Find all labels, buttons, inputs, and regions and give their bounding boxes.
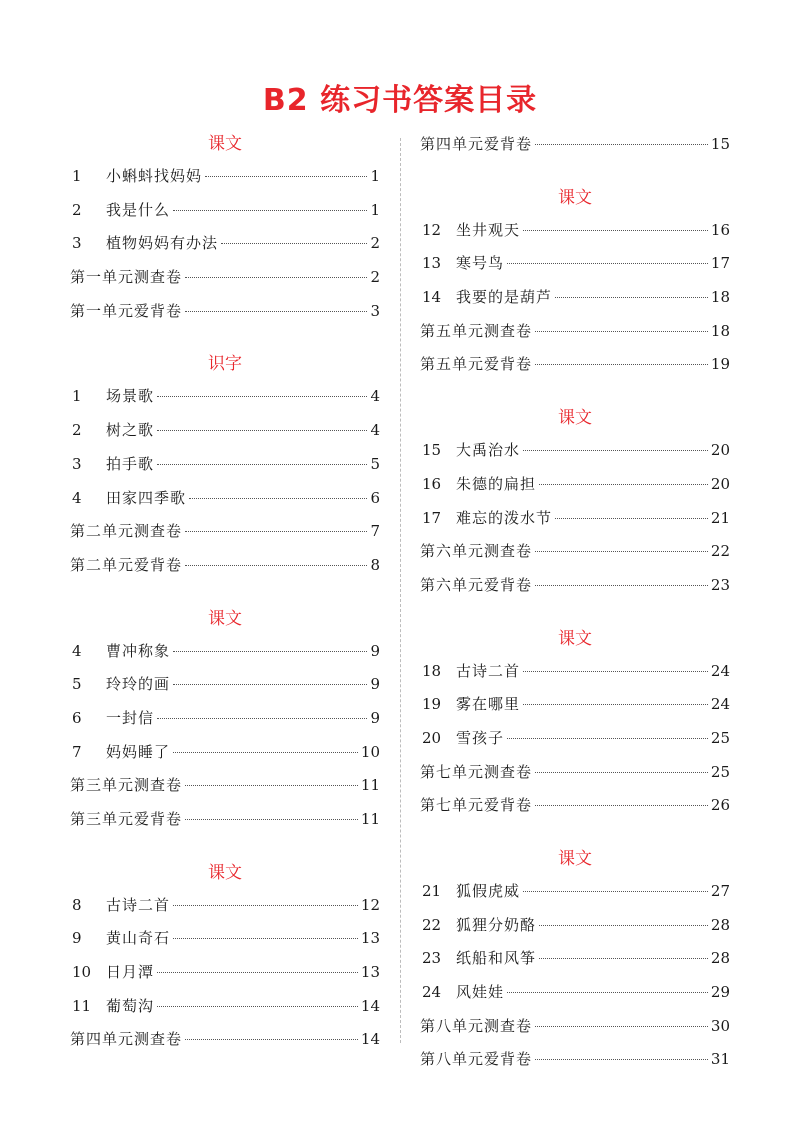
column-divider bbox=[400, 138, 401, 1043]
dot-leader bbox=[555, 518, 708, 519]
toc-section bbox=[70, 128, 380, 328]
toc-entry-lesson[interactable] bbox=[420, 468, 730, 502]
entry-title: 我是什么 bbox=[106, 200, 171, 219]
page-number: 30 bbox=[710, 1016, 730, 1035]
page-number: 9 bbox=[370, 675, 380, 694]
dot-leader bbox=[173, 210, 367, 211]
entry-title: 坐井观天 bbox=[456, 220, 521, 239]
page-number: 24 bbox=[710, 661, 730, 680]
entry-title: 小蝌蚪找妈妈 bbox=[106, 167, 203, 185]
toc-entry-lesson[interactable] bbox=[420, 688, 730, 722]
page-number: 2 bbox=[370, 234, 380, 253]
dot-leader bbox=[523, 704, 708, 705]
page-number: 1 bbox=[370, 200, 380, 219]
toc-entry-lesson[interactable] bbox=[70, 990, 380, 1024]
entry-title: 狐狸分奶酪 bbox=[456, 915, 537, 934]
page-number: 26 bbox=[710, 796, 730, 815]
toc-section bbox=[420, 162, 730, 382]
toc-entry-lesson[interactable] bbox=[70, 956, 380, 990]
toc-entry-unit[interactable] bbox=[70, 803, 380, 837]
toc-entry-lesson[interactable] bbox=[70, 227, 380, 261]
toc-entry-lesson[interactable] bbox=[70, 736, 380, 770]
entry-title: 第二单元爱背卷 bbox=[70, 555, 183, 574]
page-number: 9 bbox=[370, 708, 380, 727]
entry-title: 朱德的扁担 bbox=[456, 474, 537, 493]
entry-number: 1 bbox=[72, 387, 82, 406]
toc-section bbox=[70, 328, 380, 582]
toc-entry-lesson[interactable] bbox=[420, 909, 730, 943]
dot-leader bbox=[157, 1006, 358, 1007]
entry-title: 葡萄沟 bbox=[106, 996, 155, 1015]
section-heading: 课文 bbox=[558, 849, 592, 869]
dot-leader bbox=[157, 464, 367, 465]
entry-title: 风娃娃 bbox=[456, 983, 505, 1002]
entry-title: 第八单元测查卷 bbox=[420, 1016, 533, 1035]
toc-entry-lesson[interactable] bbox=[70, 380, 380, 414]
section-heading: 课文 bbox=[558, 187, 592, 208]
toc-entry-lesson[interactable] bbox=[420, 502, 730, 536]
dot-leader bbox=[157, 396, 367, 397]
toc-entry-lesson[interactable] bbox=[420, 976, 730, 1010]
dot-leader bbox=[173, 651, 367, 652]
page-number: 13 bbox=[360, 963, 380, 982]
entry-number: 24 bbox=[422, 983, 442, 1002]
dot-leader bbox=[173, 752, 358, 753]
toc-section bbox=[420, 603, 730, 823]
page-number: 3 bbox=[370, 301, 380, 320]
entry-number: 1 bbox=[72, 167, 82, 185]
page-number: 15 bbox=[710, 135, 730, 153]
page-number: 20 bbox=[710, 441, 730, 460]
page-number: 12 bbox=[360, 895, 380, 914]
dot-leader bbox=[507, 992, 708, 993]
entry-title: 第八单元爱背卷 bbox=[420, 1050, 533, 1069]
dot-leader bbox=[535, 772, 708, 773]
page-number: 28 bbox=[710, 949, 730, 968]
page-number: 11 bbox=[360, 810, 380, 828]
dot-leader bbox=[157, 718, 367, 719]
toc-entry-lesson[interactable] bbox=[70, 414, 380, 448]
dot-leader bbox=[185, 311, 367, 312]
section-gap bbox=[70, 328, 380, 348]
entry-number: 12 bbox=[422, 220, 442, 239]
section-heading: 课文 bbox=[558, 628, 592, 649]
page-number: 8 bbox=[370, 555, 380, 574]
page-number: 17 bbox=[710, 254, 730, 273]
page-number: 31 bbox=[710, 1050, 730, 1069]
entry-number: 4 bbox=[72, 488, 82, 507]
entry-number: 17 bbox=[422, 508, 442, 527]
dot-leader bbox=[535, 551, 708, 552]
page-number: 14 bbox=[360, 996, 380, 1015]
entry-title: 难忘的泼水节 bbox=[456, 508, 553, 527]
dot-leader bbox=[539, 484, 708, 485]
toc-entry-unit[interactable] bbox=[420, 569, 730, 603]
entry-title: 古诗二首 bbox=[456, 661, 521, 680]
dot-leader bbox=[523, 230, 708, 231]
dot-leader bbox=[535, 805, 708, 806]
entry-number: 23 bbox=[422, 949, 442, 968]
entry-title: 第七单元测查卷 bbox=[420, 762, 533, 781]
toc-entry-lesson[interactable] bbox=[420, 655, 730, 689]
dot-leader bbox=[185, 785, 358, 786]
page-number: 20 bbox=[710, 474, 730, 493]
page-number: 22 bbox=[710, 542, 730, 561]
entry-title: 田家四季歌 bbox=[106, 488, 187, 507]
entry-title: 第四单元测查卷 bbox=[70, 1030, 183, 1049]
entry-title: 第一单元爱背卷 bbox=[70, 301, 183, 320]
page-number: 25 bbox=[710, 728, 730, 747]
entry-number: 9 bbox=[72, 929, 82, 948]
page-number: 28 bbox=[710, 915, 730, 934]
page-number: 9 bbox=[370, 641, 380, 660]
entry-title: 第三单元测查卷 bbox=[70, 776, 183, 795]
dot-leader bbox=[185, 819, 358, 820]
dot-leader bbox=[535, 144, 708, 145]
toc-entry-lesson[interactable] bbox=[70, 160, 380, 194]
toc-entry-unit[interactable] bbox=[420, 348, 730, 382]
toc-entry-lesson[interactable] bbox=[420, 247, 730, 281]
toc-entry-unit[interactable] bbox=[70, 261, 380, 295]
page-number: 27 bbox=[710, 882, 730, 900]
entry-number: 21 bbox=[422, 882, 442, 900]
entry-number: 2 bbox=[72, 200, 82, 219]
toc-section bbox=[420, 382, 730, 602]
dot-leader bbox=[507, 263, 708, 264]
page-title: B2 练习书答案目录 bbox=[262, 83, 538, 118]
dot-leader bbox=[157, 430, 367, 431]
entry-title: 第七单元爱背卷 bbox=[420, 796, 533, 815]
entry-number: 4 bbox=[72, 641, 82, 660]
entry-title: 一封信 bbox=[106, 708, 155, 727]
section-gap bbox=[420, 823, 730, 843]
toc-entry-lesson[interactable] bbox=[420, 214, 730, 248]
dot-leader bbox=[157, 972, 358, 973]
entry-title: 纸船和风筝 bbox=[456, 949, 537, 968]
section-gap bbox=[420, 162, 730, 182]
dot-leader bbox=[173, 938, 358, 939]
toc-entry-lesson[interactable] bbox=[70, 702, 380, 736]
entry-number: 18 bbox=[422, 661, 442, 680]
toc-entry-unit[interactable] bbox=[70, 295, 380, 329]
entry-title: 拍手歌 bbox=[106, 454, 155, 473]
page-number: 2 bbox=[370, 268, 380, 287]
toc-section bbox=[420, 823, 730, 1077]
toc-entry-lesson[interactable] bbox=[70, 194, 380, 228]
entry-number: 8 bbox=[72, 895, 82, 914]
entry-title: 曹冲称象 bbox=[106, 641, 171, 660]
dot-leader bbox=[185, 565, 367, 566]
entry-number: 2 bbox=[72, 421, 82, 440]
page-number: 1 bbox=[370, 167, 380, 185]
toc-entry-lesson[interactable] bbox=[70, 889, 380, 923]
dot-leader bbox=[523, 891, 708, 892]
toc-entry-lesson[interactable] bbox=[420, 942, 730, 976]
toc-section bbox=[70, 583, 380, 837]
toc-entry-unit[interactable] bbox=[420, 756, 730, 790]
entry-title: 第三单元爱背卷 bbox=[70, 810, 183, 828]
toc-column-left bbox=[70, 128, 380, 1057]
page-number: 7 bbox=[370, 522, 380, 541]
section-heading: 课文 bbox=[208, 134, 242, 154]
entry-title: 植物妈妈有办法 bbox=[106, 234, 219, 253]
entry-number: 14 bbox=[422, 288, 442, 307]
entry-title: 第五单元爱背卷 bbox=[420, 355, 533, 374]
entry-title: 第一单元测查卷 bbox=[70, 268, 183, 287]
entry-number: 19 bbox=[422, 695, 442, 714]
page-number: 23 bbox=[710, 575, 730, 594]
page-number: 4 bbox=[370, 421, 380, 440]
page-number: 5 bbox=[370, 454, 380, 473]
entry-number: 3 bbox=[72, 454, 82, 473]
entry-title: 狐假虎威 bbox=[456, 882, 521, 900]
entry-title: 第六单元爱背卷 bbox=[420, 575, 533, 594]
entry-number: 7 bbox=[72, 742, 82, 761]
entry-title: 场景歌 bbox=[106, 387, 155, 406]
section-gap bbox=[70, 837, 380, 857]
entry-number: 20 bbox=[422, 728, 442, 747]
dot-leader bbox=[555, 297, 708, 298]
entry-number: 3 bbox=[72, 234, 82, 253]
dot-leader bbox=[539, 925, 708, 926]
section-heading: 课文 bbox=[208, 862, 242, 883]
entry-title: 黄山奇石 bbox=[106, 929, 171, 948]
toc-entry-unit[interactable] bbox=[70, 515, 380, 549]
dot-leader bbox=[507, 738, 708, 739]
dot-leader bbox=[205, 176, 367, 177]
page-number: 18 bbox=[710, 321, 730, 340]
page-number: 6 bbox=[370, 488, 380, 507]
entry-title: 大禹治水 bbox=[456, 441, 521, 460]
entry-title: 第六单元测查卷 bbox=[420, 542, 533, 561]
entry-title: 寒号鸟 bbox=[456, 254, 505, 273]
entry-number: 16 bbox=[422, 474, 442, 493]
entry-title: 第二单元测查卷 bbox=[70, 522, 183, 541]
entry-title: 我要的是葫芦 bbox=[456, 288, 553, 307]
entry-number: 13 bbox=[422, 254, 442, 273]
page-number: 4 bbox=[370, 387, 380, 406]
entry-title: 树之歌 bbox=[106, 421, 155, 440]
entry-number: 5 bbox=[72, 675, 82, 694]
section-heading: 识字 bbox=[208, 354, 242, 375]
toc-entry-lesson[interactable] bbox=[420, 722, 730, 756]
dot-leader bbox=[535, 585, 708, 586]
entry-title: 雾在哪里 bbox=[456, 695, 521, 714]
entry-title: 古诗二首 bbox=[106, 895, 171, 914]
page-number: 10 bbox=[360, 742, 380, 761]
entry-number: 6 bbox=[72, 708, 82, 727]
page-number: 16 bbox=[710, 220, 730, 239]
dot-leader bbox=[189, 498, 367, 499]
section-gap bbox=[420, 603, 730, 623]
page-number: 18 bbox=[710, 288, 730, 307]
toc-entry-unit[interactable] bbox=[420, 315, 730, 349]
toc-entry-unit[interactable] bbox=[420, 1010, 730, 1044]
section-gap bbox=[420, 382, 730, 402]
entry-title: 妈妈睡了 bbox=[106, 742, 171, 761]
toc-section bbox=[70, 837, 380, 1057]
page-number: 19 bbox=[710, 355, 730, 374]
toc-entry-unit[interactable] bbox=[420, 128, 730, 162]
dot-leader bbox=[185, 531, 367, 532]
entry-title: 玲玲的画 bbox=[106, 675, 171, 694]
dot-leader bbox=[535, 364, 708, 365]
dot-leader bbox=[185, 277, 367, 278]
toc-entry-unit[interactable] bbox=[420, 789, 730, 823]
toc-column-right bbox=[420, 128, 730, 1077]
entry-title: 第五单元测查卷 bbox=[420, 321, 533, 340]
dot-leader bbox=[535, 1059, 708, 1060]
toc-entry-unit[interactable] bbox=[70, 549, 380, 583]
entry-number: 10 bbox=[72, 963, 92, 982]
dot-leader bbox=[185, 1039, 358, 1040]
toc-entry-lesson[interactable] bbox=[70, 635, 380, 669]
page-number: 21 bbox=[710, 508, 730, 527]
entry-title: 雪孩子 bbox=[456, 728, 505, 747]
toc-entry-unit[interactable] bbox=[70, 769, 380, 803]
dot-leader bbox=[539, 958, 708, 959]
toc-entry-lesson[interactable] bbox=[70, 448, 380, 482]
dot-leader bbox=[535, 1026, 708, 1027]
section-gap bbox=[70, 583, 380, 603]
entry-title: 日月潭 bbox=[106, 963, 155, 982]
toc-entry-lesson[interactable] bbox=[420, 875, 730, 909]
dot-leader bbox=[523, 450, 708, 451]
entry-title: 第四单元爱背卷 bbox=[420, 135, 533, 153]
toc-entry-unit[interactable] bbox=[420, 1043, 730, 1077]
page-number: 29 bbox=[710, 983, 730, 1002]
page-number: 11 bbox=[360, 776, 380, 795]
toc-entry-lesson[interactable] bbox=[420, 434, 730, 468]
entry-number: 15 bbox=[422, 441, 442, 460]
page-number: 24 bbox=[710, 695, 730, 714]
section-heading: 课文 bbox=[558, 408, 592, 429]
page-number: 25 bbox=[710, 762, 730, 781]
toc-entry-unit[interactable] bbox=[70, 1023, 380, 1057]
dot-leader bbox=[221, 243, 367, 244]
toc-entry-lesson[interactable] bbox=[70, 482, 380, 516]
toc-entry-lesson[interactable] bbox=[70, 922, 380, 956]
toc-entry-lesson[interactable] bbox=[420, 281, 730, 315]
dot-leader bbox=[535, 331, 708, 332]
entry-number: 22 bbox=[422, 915, 442, 934]
toc-section bbox=[420, 128, 730, 162]
toc-entry-lesson[interactable] bbox=[70, 668, 380, 702]
entry-number: 11 bbox=[72, 996, 92, 1015]
dot-leader bbox=[173, 684, 367, 685]
page-number: 13 bbox=[360, 929, 380, 948]
toc-entry-unit[interactable] bbox=[420, 535, 730, 569]
page-number: 14 bbox=[360, 1030, 380, 1049]
dot-leader bbox=[523, 671, 708, 672]
section-heading: 课文 bbox=[208, 608, 242, 629]
dot-leader bbox=[173, 905, 358, 906]
